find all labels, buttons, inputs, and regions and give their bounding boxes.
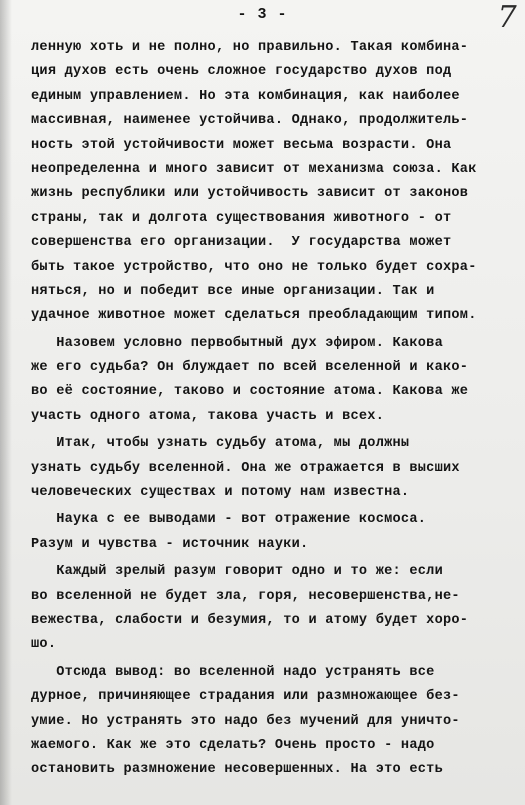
typewritten-body-text [31,36,519,783]
text-line: шо. [31,637,57,653]
handwritten-page-annotation: 7 [497,0,517,35]
text-line: ция духов есть очень сложное государство духов под [31,64,452,80]
scan-edge-shadow [0,0,12,805]
paragraph-start-line: Назовем условно первобытный дух эфиром. Какова [31,335,443,351]
page-number: - 3 - [237,6,288,23]
text-line: массивная, наименее устойчива. Однако, продолжитель- [31,113,469,129]
text-line: Разум и чувства - источник науки. [31,536,309,552]
paragraph-start-line: Каждый зрелый разум говорит одно и то же: если [31,564,443,580]
paragraph-start-line: Наука с ее выводами - вот отражение космоса. [31,512,427,528]
text-line: ленную хоть и не полно, но правильно. Такая комбина- [31,40,469,55]
text-line: ность этой устойчивости может весьма возрасти. Она [31,137,452,153]
text-line: удачное животное может сделаться преобладающим типом. [31,308,477,324]
text-line: остановить размножение несовершенных. На это есть [31,762,443,778]
text-line: жизнь республики или устойчивость зависит от законов [31,186,469,202]
text-line: неопределенна и много зависит от механизма союза. Как [31,161,477,177]
text-line: страны, так и долгота существования животного - от [31,210,452,226]
text-line: быть такое устройство, что оно не только будет сохра- [31,259,477,275]
text-line: дурное, причиняющее страдания или размножающее без- [31,689,460,705]
paragraph-start-line: Отсюда вывод: во вселенной надо устранять все [31,664,435,680]
text-line: совершенства его организации. У государства может [31,235,452,251]
text-line: умие. Но устранять это надо без мучений для уничто- [31,713,460,729]
text-line: жаемого. Как же это сделать? Очень просто - надо [31,737,435,753]
text-line: единым управлением. Но эта комбинация, как наиболее [31,88,460,104]
text-line: во её состояние, таково и состояние атома. Какова же [31,384,469,400]
text-line: во вселенной не будет зла, горя, несовершенства,не- [31,588,460,604]
text-line: няться, но и победит все иные организации. Так и [31,283,435,299]
text-line: вежества, слабости и безумия, то и атому будет хоро- [31,612,469,628]
text-line: же его судьба? Он блуждает по всей вселенной и како- [31,360,469,376]
text-line: человеческих существах и потому нам известна. [31,485,410,501]
text-line: узнать судьбу вселенной. Она же отражается в высших [31,460,460,476]
paragraph-start-line: Итак, чтобы узнать судьбу атома, мы должны [31,436,410,452]
text-line: участь одного атома, такова участь и всех. [31,408,385,424]
